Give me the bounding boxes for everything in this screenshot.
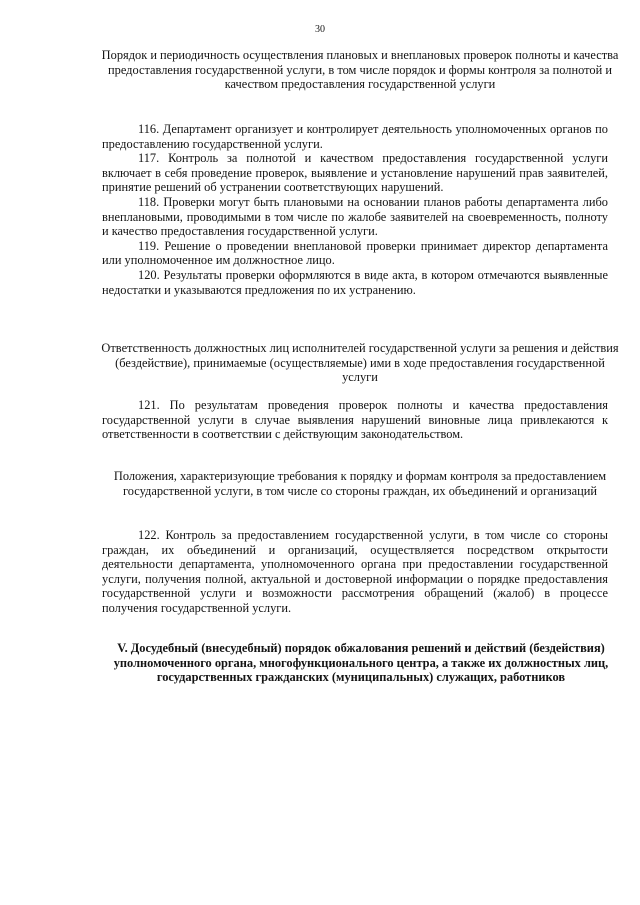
heading-control-procedure: Порядок и периодичность осуществления плановых и внеплановых проверок полноты и качества предоставления государственной услуги, в том числе порядок и формы контроля за полнотой и качеством предоставления государственной услуги	[101, 48, 619, 92]
body-block-2	[102, 398, 608, 442]
heading-responsibility: Ответственность должностных лиц исполнителей государственной услуги за решения и действия (бездействие), принимаемые (осуществляемые) ими в ходе предоставления государственной услуги	[101, 341, 619, 385]
paragraph-122: 122. Контроль за предоставлением государственной услуги, в том числе со стороны граждан, их объединений и организаций, осуществляется посредством открытости деятельности департамента, уполномоченного органа при предоставлении государственной услуги, получения полной, актуальной и достоверной информации о порядке предоставления государственной услуги и возможности рассмотрения обращений (жалоб) в процессе получения государственной услуги.	[102, 528, 608, 615]
paragraph-120: 120. Результаты проверки оформляются в виде акта, в котором отмечаются выявленные недостатки и указываются предложения по их устранению.	[102, 267, 608, 297]
paragraph-119: 119. Решение о проведении внеплановой проверки принимает директор департамента или уполномоченное им должностное лицо.	[102, 238, 608, 268]
paragraph-116: 116. Департамент организует и контролирует деятельность уполномоченных органов по предоставлению государственной услуги.	[102, 122, 608, 151]
heading-control-requirements: Положения, характеризующие требования к порядку и формам контроля за предоставлением государственной услуги, в том числе со стороны граждан, их объединений и организаций	[113, 469, 607, 498]
paragraph-117: 117. Контроль за полнотой и качеством предоставления государственной услуги включает в себя проведение проверок, выявление и установление нарушений прав заявителей, принятие решений об устранении соответствующих нарушений.	[102, 151, 608, 195]
section-v-heading: V. Досудебный (внесудебный) порядок обжалования решений и действий (бездействия) уполномоченного органа, многофункционального центра, а также их должностных лиц, государственных гражданских (муниципальных) служащих, работников	[113, 641, 609, 685]
paragraph-118: 118. Проверки могут быть плановыми на основании планов работы департамента либо внеплановыми, проводимыми в том числе по жалобе заявителей на своевременность, полноту и качество предоставления государственной услуги.	[102, 194, 608, 239]
paragraph-121: 121. По результатам проведения проверок полноты и качества предоставления государственной услуги в случае выявления нарушений виновные лица привлекаются к ответственности в соответствии с действующим законодательством.	[102, 398, 608, 442]
body-block-1	[102, 122, 608, 297]
page-number: 30	[315, 24, 325, 35]
body-block-3	[102, 528, 608, 616]
